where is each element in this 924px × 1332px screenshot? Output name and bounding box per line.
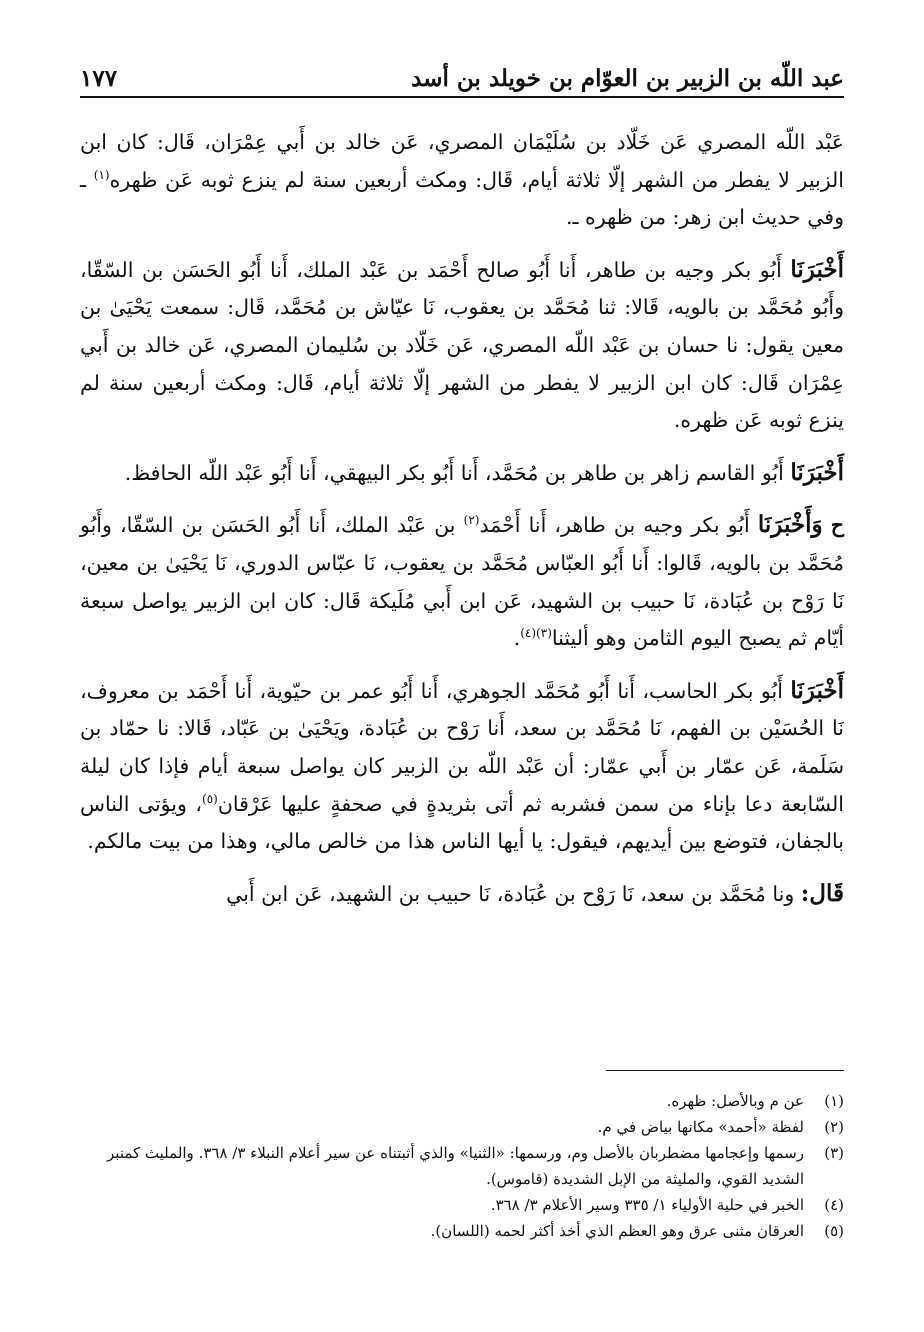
- paragraph-text: .: [513, 626, 521, 651]
- lead-word: أَخْبَرَنَا: [790, 676, 844, 704]
- footnote-ref: (٣)(٤): [520, 626, 552, 641]
- paragraph-text: أَبُو بكر وجيه بن طاهر، أَنا أَبُو صالح أَحْمَد بن عَبْد الملك، أَنا أَبُو الحَسَن بن السّقّا، وأَبُو مُحَمَّد بن بالويه، قَالا: ثنا مُحَمَّد بن يعقوب، نَا عيّاش بن مُحَمَّد، قَال: سمعت يَحْيَىٰ بن معين يقول: نا حسان بن عَبْد اللّه المصري، عَن خَلّاد بن سُليمان المصري، عَن خالد بن أَبي عِمْرَان قَال: كان ابن الزبير لا يفطر من الشهر إلّا ثلاثة أيام، قَال: ومكث أربعين سنة لم ينزع ثوبه عَن ظهره.: [80, 257, 844, 433]
- paragraph-text: ، ويؤتى الناس بالجفان، فتوضع بين أيديهم، فيقول: يا أيها الناس هذا من خالص مالي، وهذا من بيت مالكم.: [80, 791, 844, 854]
- footnote-text: الخبر في حلية الأولياء ١/ ٣٣٥ وسير الأعلام ٣/ ٣٦٨.: [490, 1196, 804, 1214]
- footnote-ref: (٢): [463, 513, 480, 528]
- paragraph-2: [80, 251, 844, 440]
- main-text: [80, 124, 844, 927]
- lead-word: قَال:: [800, 879, 844, 907]
- lead-word: أَخْبَرَنَا: [790, 458, 844, 486]
- paragraph-text: ونا مُحَمَّد بن سعد، نَا رَوْح بن عُبَادة، نَا حبيب بن الشهيد، عَن ابن أَبي: [226, 881, 801, 906]
- footnote-ref: (٥): [202, 791, 218, 806]
- lead-word: وَأَخْبَرَنَا: [757, 511, 823, 539]
- running-title: عبد اللّه بن الزبير بن العوّام بن خويلد بن أسد: [411, 65, 844, 92]
- footnote-number: (٤): [824, 1196, 844, 1214]
- footnotes: [80, 1088, 844, 1244]
- footnote-number: (٣): [824, 1144, 844, 1162]
- footnote-2: [80, 1114, 844, 1140]
- paragraph-text: عَبْد اللّه المصري عَن خَلّاد بن سُلَيْمَان المصري، عَن خالد بن أَبي عِمْرَان، قَال: كان ابن الزبير لا يفطر من الشهر إلّا ثلاثة أيام، قَال: ومكث أربعين سنة لم ينزع ثوبه عَن ظهره: [80, 130, 844, 192]
- paragraph-5: [80, 672, 844, 861]
- paragraph-text: أَبُو القاسم زاهر بن طاهر بن مُحَمَّد، أَنا أَبُو بكر البيهقي، أَنا أَبُو عَبْد اللّه الحافظ.: [124, 460, 791, 485]
- footnote-5: [80, 1218, 844, 1244]
- footnote-4: [80, 1192, 844, 1218]
- paragraph-text: بن عَبْد الملك، أَنا أَبُو الحَسَن بن السّقّا، وأَبُو مُحَمَّد بن بالويه، قَالوا: أَنا أَبُو العبّاس مُحَمَّد بن يعقوب، نَا عبّاس الدوري، نَا يَحْيَىٰ بن معين، نَا رَوْح بن عُبَادة، نَا حبيب بن الشهيد، عَن ابن أَبي مُلَيكة قَال: كان ابن الزبير يواصل سبعة أيّام ثم يصبح اليوم الثامن وهو أليثنا: [80, 513, 844, 651]
- footnote-number: (٢): [824, 1118, 844, 1136]
- page-number: ١٧٧: [80, 65, 118, 92]
- paragraph-6: [80, 875, 844, 914]
- lead-word: أَخْبَرَنَا: [790, 255, 844, 283]
- footnote-separator: [606, 1070, 844, 1071]
- footnote-text: لفظة «أحمد» مكانها بياض في م.: [597, 1118, 804, 1136]
- paragraph-text: ـ وفي حديث ابن زهر: من ظهره ـ.: [80, 167, 844, 230]
- footnote-3: [80, 1140, 844, 1192]
- footnote-text: العرقان مثنى عرق وهو العظم الذي أخذ أكثر لحمه (اللسان).: [430, 1222, 804, 1240]
- paragraph-text: أَبُو بكر الحاسب، أَنا أَبُو مُحَمَّد الجوهري، أَنا أَبُو عمر بن حيّوية، أَنا أَحْمَد بن معروف، نَا الحُسَيْن بن الفهم، نَا مُحَمَّد بن سعد، أَنا رَوْح بن عُبَادة، ويَحْيَىٰ بن عَبّاد، قَالا: نا حمّاد بن سَلَمة، عَن عمّار بن أَبي عمّار: أن عَبْد اللّه بن الزبير كان يواصل سبعة أيام فإذا كان ليلة السّابعة دعا بإناء من سمن فشربه ثم أتى بثريدةٍ في صحفةٍ عليها عَرْقان: [80, 678, 844, 816]
- page-header: [80, 52, 844, 92]
- header-rule: [80, 96, 844, 98]
- footnote-number: (١): [824, 1092, 844, 1110]
- paragraph-1: [80, 124, 844, 237]
- footnote-ref: (١): [93, 167, 110, 182]
- footnote-number: (٥): [824, 1222, 844, 1240]
- paragraph-3: [80, 454, 844, 493]
- tahwil-symbol: ح: [830, 513, 844, 538]
- footnote-1: [80, 1088, 844, 1114]
- paragraph-text: أَبُو بكر وجيه بن طاهر، أَنا أَحْمَد: [479, 513, 758, 538]
- footnote-text: عن م وبالأصل: ظهره.: [666, 1092, 804, 1110]
- footnote-text: رسمها وإعجامها مضطربان بالأصل وم، ورسمها: «الثنيا» والذي أثبتناه عن سير أعلام النبلاء ٣/ ٣٦٨. والمليث كمنبر الشديد القوي، والمليثة من الإبل الشديدة (قاموس).: [107, 1144, 804, 1188]
- paragraph-4: [80, 506, 844, 657]
